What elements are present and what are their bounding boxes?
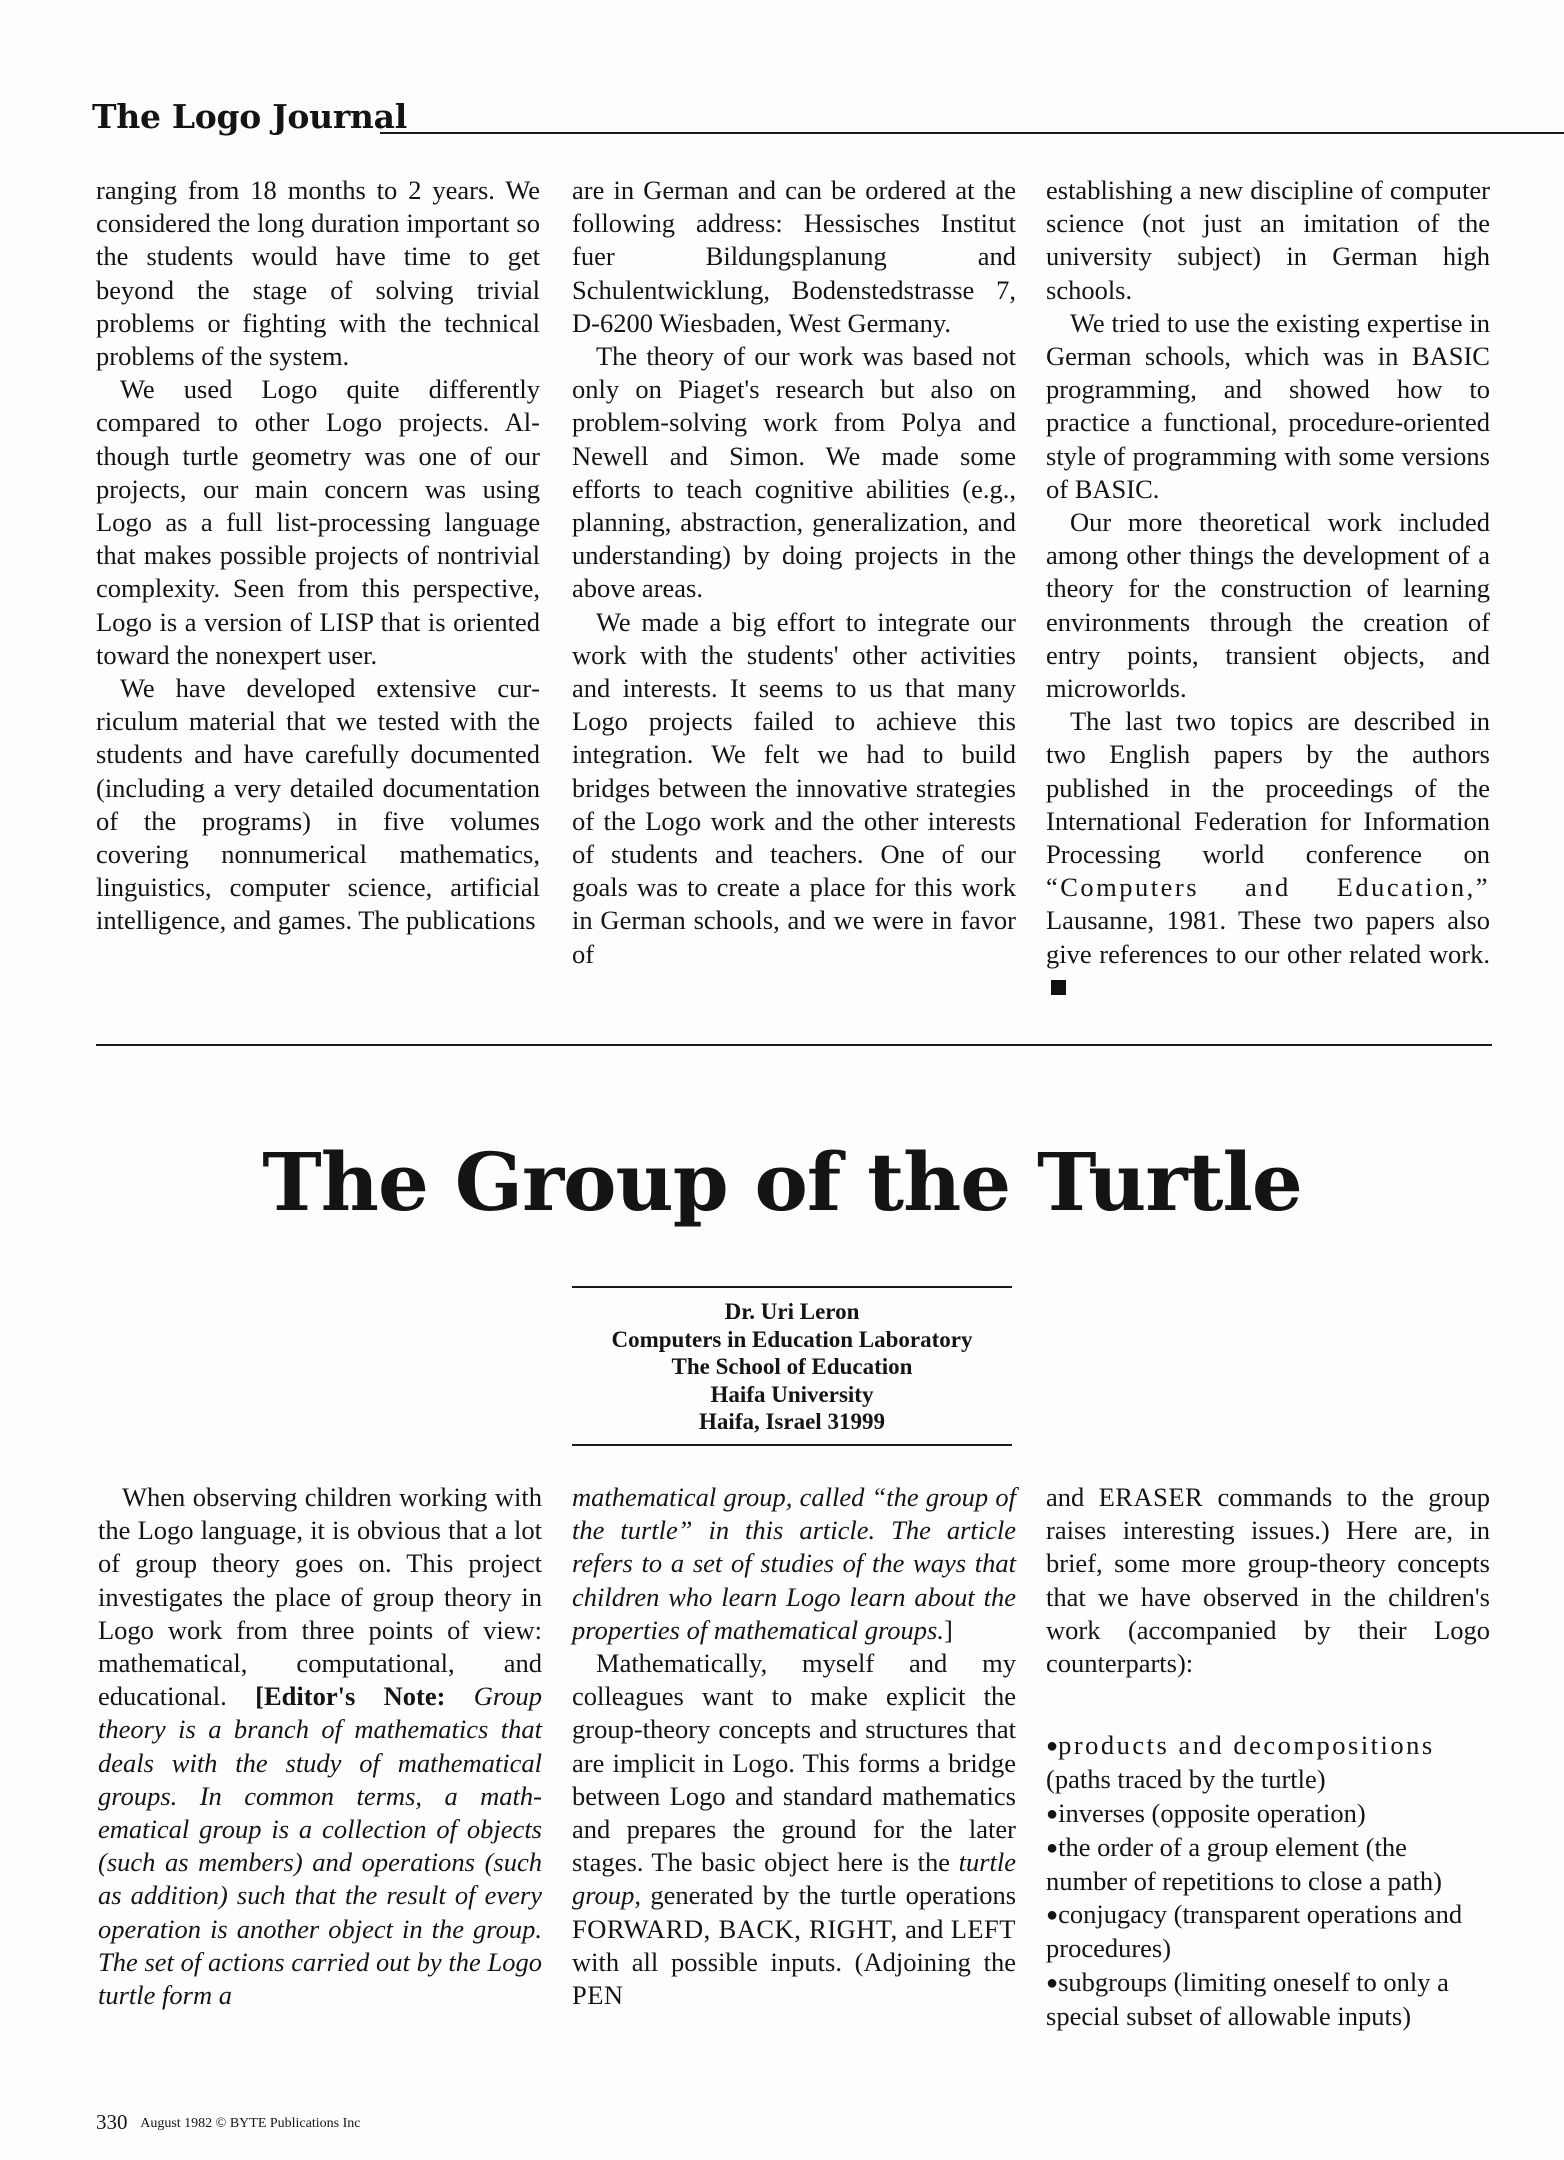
- page-number: 330: [96, 2110, 128, 2134]
- editor-note-close: ]: [943, 1614, 953, 1645]
- paragraph: We used Logo quite differently compared to other Logo projects. Although turtle geometry was one of our projects, our main concern was using Logo as a full list-processing language that makes possible projects of nontrivial complexity. Seen from this perspective, Logo is a version of LISP that is oriented toward the nonexpert user.: [96, 374, 540, 670]
- list-item: [1046, 1831, 1490, 1898]
- publication-info: August 1982 © BYTE Publications Inc: [140, 2116, 361, 2131]
- paragraph: [1046, 705, 1490, 1004]
- top-article-column-1: [96, 174, 540, 938]
- paragraph-text: The last two topics are described in two English papers by the authors published in the proceedings of the International Federation for Information Processing world conference on: [1046, 706, 1490, 870]
- editor-note-text: Group theory is a branch of mathematics that deals with the study of mathematical groups. In common terms, a mathematical group is a collection of objects (such as members) and operations (such as addition) such that the result of every operation is another object in the group. The set of actions carried out by the Logo turtle form a: [98, 1681, 543, 2011]
- list-item-term: inverses (opposite operation): [1058, 1797, 1366, 1828]
- article-title: The Group of the Turtle: [262, 1135, 1302, 1229]
- list-item-desc: (paths traced by the turtle): [1046, 1764, 1326, 1795]
- paragraph: We made a big effort to integrate our work with the students' other activities and interests. It seems to us that many Logo projects failed to achieve this integration. We felt we had to build bridges between the innovative strategies of the Logo work and the other interests of students and teachers. One of our goals was to create a place for this work in German schools, and we were in favor of: [572, 606, 1016, 969]
- logo-commands: FORWARD, BACK, RIGHT,: [572, 1913, 898, 1944]
- list-item-term: products and decompositions: [1058, 1730, 1435, 1761]
- concept-list: [1046, 1729, 1490, 2033]
- editor-note-label: [Editor's Note:: [255, 1681, 446, 1712]
- article-column-1: [98, 1481, 542, 2012]
- paragraph: establishing a new discipline of computer science (not just an imitation of the university subject) in German high schools.: [1046, 175, 1490, 305]
- paragraph: [572, 1647, 1016, 2012]
- paragraph: [1046, 1481, 1490, 1680]
- paragraph-text: generated by the turtle operations: [650, 1880, 1017, 1911]
- author-school: The School of Education: [671, 1354, 913, 1379]
- bullet-icon: ●: [1046, 1802, 1059, 1825]
- paragraph: [572, 1481, 1016, 1647]
- paragraph-text: commands to the group raises interesting issues.) Here are, in brief, some more group-theory concepts that we have observed in the children's work (accompanied by their Logo counterparts):: [1046, 1482, 1491, 1679]
- paragraph: We tried to use the existing expertise in German schools, which was in BASIC programming, and showed how to practice a functional, procedure-oriented style of programming with some versions of BASIC.: [1046, 307, 1490, 504]
- paragraph-text: Lausanne, 1981. These two papers also give references to our other related work.: [1046, 905, 1490, 969]
- logo-command: LEFT: [950, 1913, 1016, 1944]
- page-footer: [96, 2112, 360, 2133]
- list-item-term: subgroups (limiting oneself to only a special subset of allowable inputs): [1046, 1966, 1449, 2031]
- paragraph-text: and: [1046, 1482, 1085, 1512]
- author-byline: [572, 1286, 1012, 1446]
- italic-term: turtle group,: [572, 1847, 1016, 1911]
- section-divider: [96, 1044, 1492, 1046]
- conference-title: “Computers and Education,”: [1046, 872, 1490, 903]
- author-university: Haifa University: [710, 1381, 874, 1407]
- editor-note-text: mathematical group, called “the group of the turtle” in this article. The article refers to a set of studies of the ways that children who learn Logo learn about the properties of mathematical groups.: [572, 1482, 1016, 1645]
- logo-command: PEN: [572, 1980, 624, 2011]
- bullet-icon: ●: [1046, 1735, 1059, 1758]
- article-column-3: [1046, 1481, 1490, 2033]
- end-of-article-mark-icon: [1051, 980, 1066, 995]
- paragraph: The theory of our work was based not only on Piaget's research but also on problem-solving work from Polya and Newell and Simon. We made some efforts to teach cognitive abilities (e.g., planning, abstraction, generalization, and understanding) by doing projects in the above areas.: [572, 341, 1016, 604]
- paragraph-text: with all possible inputs. (Adjoining the: [572, 1946, 1016, 1977]
- bullet-icon: ●: [1046, 1971, 1059, 1994]
- list-item-term: conjugacy (transparent operations and procedures): [1046, 1899, 1463, 1964]
- paragraph: Our more theoretical work included among other things the development of a theory for the construction of learning environments through the creation of entry points, transient objects, and microworlds.: [1046, 507, 1490, 704]
- paragraph: ranging from 18 months to 2 years. We considered the long duration important so the students would have time to get beyond the stage of solving trivial problems or fighting with the technical problems of the system.: [96, 175, 540, 372]
- top-article-column-2: [572, 174, 1016, 971]
- author-location: Haifa, Israel 31999: [699, 1409, 885, 1434]
- bullet-icon: ●: [1046, 1836, 1059, 1859]
- bullet-icon: ●: [1046, 1904, 1059, 1927]
- paragraph-text: and: [905, 1913, 944, 1944]
- list-item-term: the order of a group element (the number of repetitions to close a path): [1046, 1831, 1442, 1897]
- paragraph: [98, 1481, 542, 2012]
- paragraph-text: Mathematically, myself and my colleagues want to make explicit the group-theory concepts and structures that are implicit in Logo. This forms a bridge between Logo and standard mathematics and prepares the ground for the later stages. The basic object here is the: [572, 1648, 1016, 1878]
- article-column-2: [572, 1481, 1016, 2012]
- paragraph: We have developed extensive curriculum material that we tested with the students and have carefully documented (including a very detailed documentation of the programs) in five volumes covering nonnumerical mathematics, linguistics, computer science, artificial intelligence, and games. The publications: [96, 673, 540, 936]
- paragraph: are in German and can be ordered at the following address: Hessisches Institut fuer Bildungsplanung and Schulentwicklung, Bodenstedstrasse 7, D-6200 Wiesbaden, West Germany.: [572, 175, 1016, 338]
- list-item: [1046, 1966, 1490, 2033]
- list-item: [1046, 1898, 1490, 1965]
- author-name: Dr. Uri Leron: [724, 1299, 860, 1324]
- journal-running-head: The Logo Journal: [92, 97, 407, 136]
- list-item: [1046, 1797, 1490, 1831]
- top-article-column-3: [1046, 174, 1490, 1004]
- list-item: [1046, 1729, 1490, 1796]
- author-affiliation: Computers in Education Laboratory: [611, 1326, 973, 1352]
- logo-command: ERASER: [1098, 1482, 1204, 1512]
- header-rule: [380, 132, 1564, 134]
- paragraph-text: When observing children working with the Logo language, it is obvious that a lot of group theory goes on. This project investigates the place of group theory in Logo work from three points of view: mathematical, computational, and educational.: [98, 1482, 542, 1712]
